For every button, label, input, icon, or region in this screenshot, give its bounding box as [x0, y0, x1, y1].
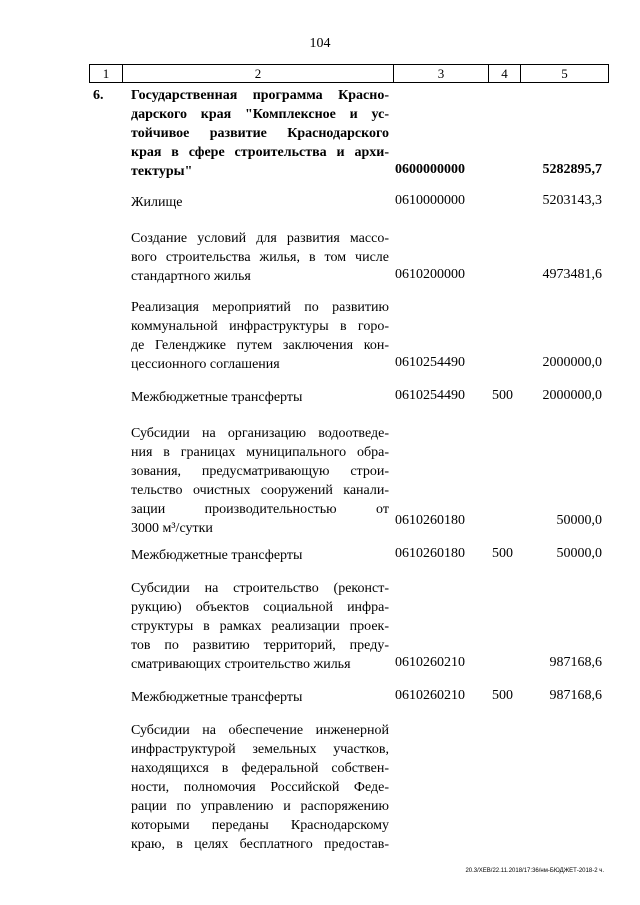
row-code: 0610260210 [395, 655, 465, 670]
header-col-3: 3 [437, 66, 445, 81]
row-description: Жилище [131, 195, 183, 210]
row-amount: 2000000,0 [542, 388, 602, 403]
row-code: 0610254490 [395, 388, 465, 403]
row-vr: 500 [492, 546, 513, 561]
row-amount: 50000,0 [556, 546, 602, 561]
table-header [89, 64, 609, 83]
row-amount: 987168,6 [549, 688, 602, 703]
row-amount: 5203143,3 [542, 193, 602, 208]
row-code: 0610260180 [395, 513, 465, 528]
row-amount: 4973481,6 [542, 267, 602, 282]
row-description: Создание условий для развития массо- вого строительства жилья, в том числе стандартного жилья [131, 231, 389, 284]
header-col-1: 1 [102, 66, 110, 81]
item-number: 6. [93, 88, 104, 103]
row-description: Межбюджетные трансферты [131, 390, 303, 405]
header-col-5: 5 [561, 66, 568, 81]
row-vr: 500 [492, 388, 513, 403]
row-description: Субсидии на организацию водоотведе- ния в границах муниципального обра- зования, предусматривающую строи- тельство очистных сооружений канали- зации производительностью от 3000 м³/сутки [131, 426, 389, 536]
header-col-4: 4 [501, 66, 508, 81]
row-description: Реализация мероприятий по развитию коммунальной инфраструктуры в горо- де Геленджике путем заключения кон- цессионного соглашения [131, 300, 389, 372]
row-description: Субсидии на строительство (реконст- рукцию) объектов социальной инфра- структуры в рамках реализации проек- тов по развитию территорий, преду- сматривающих строительство жилья [131, 581, 389, 672]
document-footer: 20.3/ХЕВ/22.11.2018/17:36/нм-БЮДЖЕТ-2018-2 ч. [465, 868, 604, 874]
row-vr: 500 [492, 688, 513, 703]
row-amount: 5282895,7 [542, 162, 602, 177]
row-code: 0610260210 [395, 688, 465, 703]
row-description: Межбюджетные трансферты [131, 690, 303, 705]
row-code: 0610200000 [395, 267, 465, 282]
row-code: 0600000000 [395, 162, 465, 177]
row-amount: 2000000,0 [542, 355, 602, 370]
row-code: 0610254490 [395, 355, 465, 370]
row-code: 0610260180 [395, 546, 465, 561]
row-amount: 50000,0 [556, 513, 602, 528]
row-code: 0610000000 [395, 193, 465, 208]
header-col-2: 2 [254, 66, 262, 81]
row-amount: 987168,6 [549, 655, 602, 670]
row-description: Межбюджетные трансферты [131, 548, 303, 563]
row-description: Государственная программа Красно- дарского края "Комплексное и ус- тойчивое развитие Краснодарского края в сфере строительства и архи- тектуры" [131, 88, 389, 179]
page-number: 104 [309, 36, 331, 51]
row-description: Субсидии на обеспечение инженерной инфраструктурой земельных участков, находящихся в федеральной собствен- ности, полномочия Российской Феде- рации по управлению и распоряжению которыми переданы Краснодарскому краю, в целях бесплатного предостав- [131, 723, 389, 852]
